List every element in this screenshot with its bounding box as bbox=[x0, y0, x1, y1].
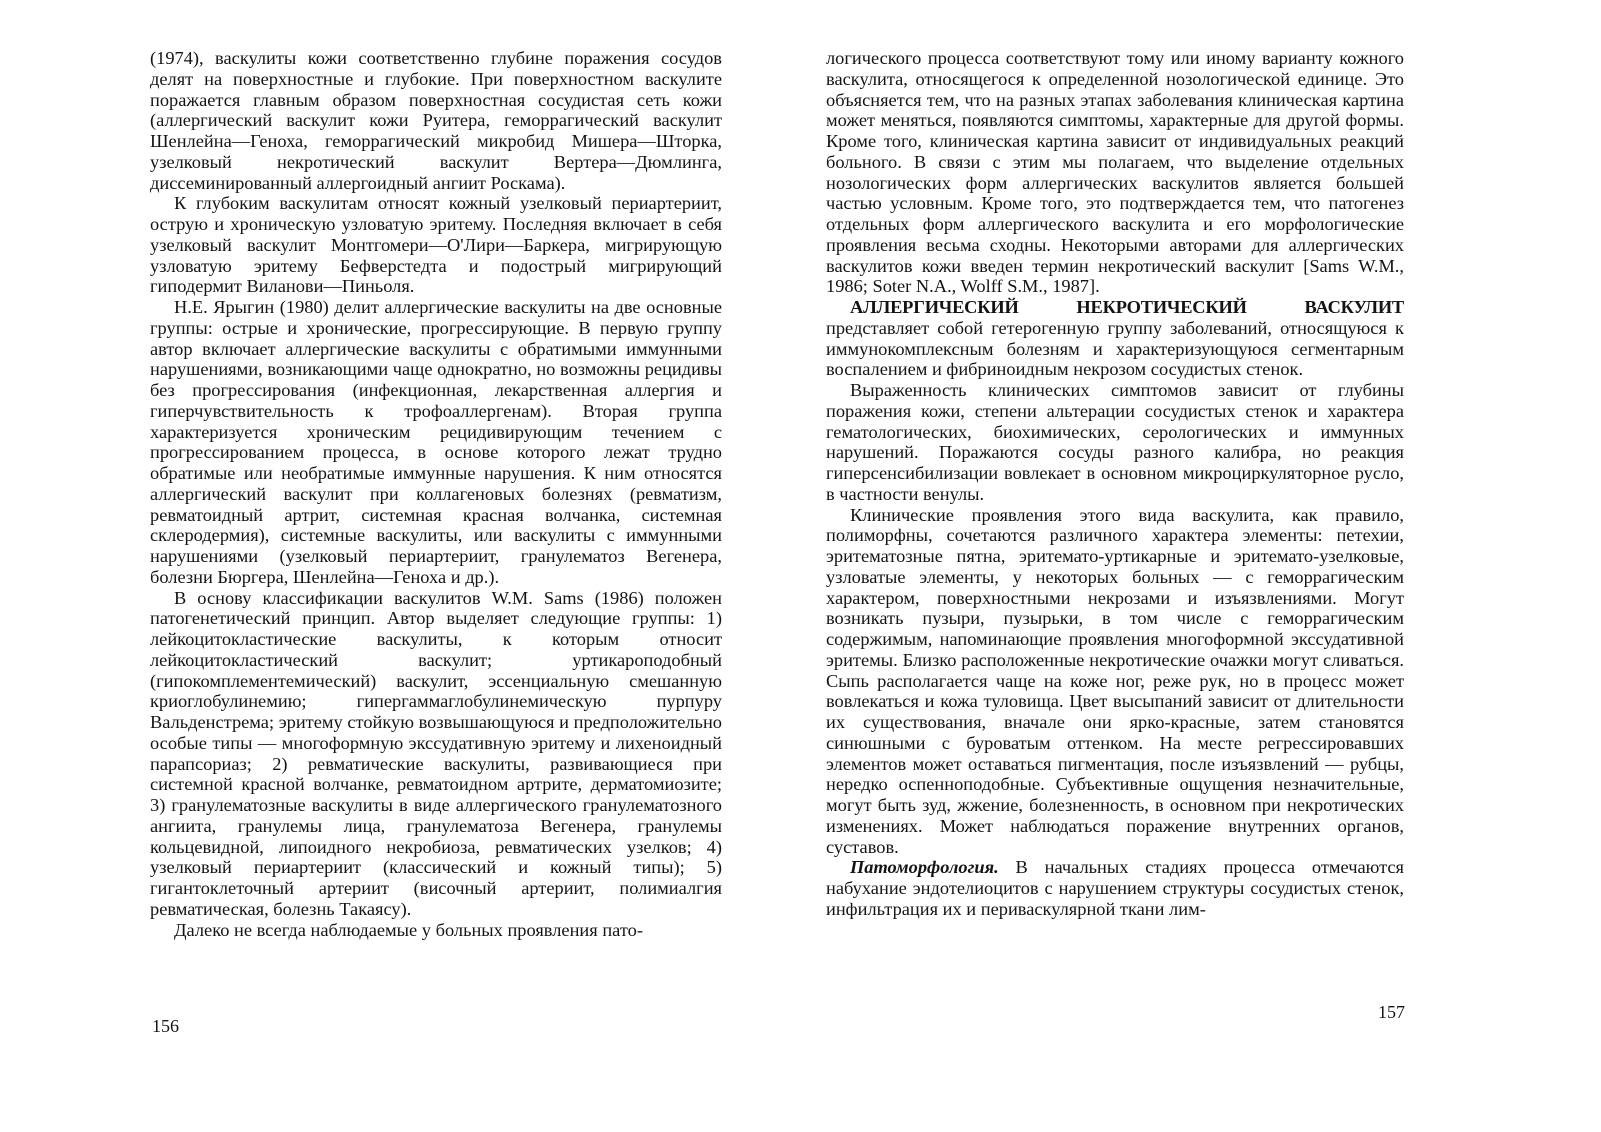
left-paragraph-1: (1974), васкулиты кожи соответственно глубине поражения сосудов делят на поверхностные и глубокие. При поверхностном васкулите поражается главным образом поверхностная сосудистая сеть кожи (аллергический васкулит кожи Руитера, геморрагический васкулит Шенлейна—Геноха, геморрагический микробид Мишера—Шторка, узелковый некротический васкулит Вертера—Дюмлинга, диссеминированный аллергоидный ангиит Роскама). bbox=[150, 48, 722, 193]
right-paragraph-4: Клинические проявления этого вида васкулита, как правило, полиморфны, сочетаются различного характера элементы: петехии, эритематозные пятна, эритемато-уртикарные и эритемато-узелковые, узловатые элементы, у некоторых больных — с геморрагическим характером, поверхностными некрозами и изъязвлениями. Могут возникать пузыри, пузырьки, в том числе с геморрагическим содержимым, напоминающие проявления многоформной экссудативной эритемы. Близко расположенные некротические очажки могут сливаться. Сыпь располагается чаще на коже ног, реже рук, но в процесс может вовлекаться и кожа туловища. Цвет высыпаний зависит от длительности их существования, вначале они ярко-красные, затем становятся синюшными с буроватым оттенком. На месте регрессировавших элементов может оставаться пигментация, после изъязвлений — рубцы, нередко оспенноподобные. Субъективные ощущения незначительные, могут быть зуд, жжение, болезненность, в основном при некротических изменениях. Может наблюдаться поражение внутренних органов, суставов. bbox=[826, 504, 1404, 857]
right-paragraph-1: логического процесса соответствуют тому или иному варианту кожного васкулита, относящегося к определенной нозологической единице. Это объясняется тем, что на разных этапах заболевания клиническая картина может меняться, появляются симптомы, характерные для другой формы. Кроме того, клиническая картина зависит от индивидуальных реакций больного. В связи с этим мы полагаем, что выделение отдельных нозологических форм аллергических васкулитов является большей частью условным. Кроме того, это подтверждается тем, что патогенез отдельных форм аллергического васкулита и его морфологические проявления весьма сходны. Некоторыми авторами для аллергических васкулитов кожи введен термин некротический васкулит [Sams W.M., 1986; Soter N.A., Wolff S.M., 1987]. bbox=[826, 48, 1404, 297]
right-page-number: 157 bbox=[1378, 1002, 1405, 1022]
right-page-text bbox=[826, 48, 1404, 920]
left-paragraph-4: В основу классификации васкулитов W.M. Sams (1986) положен патогенетический принцип. Автор выделяет следующие группы: 1) лейкоцитокластические васкулиты, к которым относит лейкоцитокластический васкулит; уртикароподобный (гипокомплементемический) васкулит, эссенциальную смешанную криоглобулинемию; гипергаммаглобулинемическую пурпуру Вальденстрема; эритему стойкую возвышающуюся и предположительно особые типы — многоформную экссудативную эритему и лихеноидный парапсориаз; 2) ревматические васкулиты, развивающиеся при системной красной волчанке, ревматоидном артрите, дерматомиозите; 3) гранулематозные васкулиты в виде аллергического гранулематозного ангиита, гранулемы лица, гранулематоза Вегенера, гранулемы кольцевидной, липоидного некробиоза, ревматических узелков; 4) узелковый периартериит (классический и кожный типы); 5) гигантоклеточный артериит (височный артериит, полимиалгия ревматическая, болезнь Такаясу). bbox=[150, 587, 722, 919]
right-paragraph-2 bbox=[826, 297, 1404, 380]
pathomorphology-text: В начальных стадиях процесса отмечаются набухание эндотелиоцитов с нарушением структуры сосудистых стенок, инфильтрация их и периваскулярной ткани лим- bbox=[826, 857, 1404, 919]
section-heading: АЛЛЕРГИЧЕСКИЙ НЕКРОТИЧЕСКИЙ ВАСКУЛИТ bbox=[850, 297, 1404, 317]
left-page-text bbox=[150, 48, 722, 940]
left-paragraph-2: К глубоким васкулитам относят кожный узелковый периартериит, острую и хроническую узловатую эритему. Последняя включает в себя узелковый васкулит Монтгомери—О'Лири—Баркера, мигрирующую узловатую эритему Бефверстедта и подострый мигрирующий гиподермит Виланови—Пиньоля. bbox=[150, 193, 722, 297]
section-heading-continuation: представляет собой гетерогенную группу заболеваний, относящуюся к иммунокомплексным болезням и характеризующуюся сегментарным воспалением и фибриноидным некрозом сосудистых стенок. bbox=[826, 317, 1404, 380]
right-paragraph-5 bbox=[826, 857, 1404, 919]
left-paragraph-5: Далеко не всегда наблюдаемые у больных проявления пато- bbox=[174, 919, 643, 940]
left-paragraph-3: Н.Е. Ярыгин (1980) делит аллергические васкулиты на две основные группы: острые и хронические, прогрессирующие. В первую группу автор включает аллергические васкулиты с обратимыми иммунными нарушениями, возникающими чаще однократно, но возможны рецидивы без прогрессирования (инфекционная, лекарственная аллергия и гиперчувствительность к трофоаллергенам). Вторая группа характеризуется хроническим рецидивирующим течением с прогрессированием процесса, в основе которого лежат трудно обратимые или необратимые иммунные нарушения. К ним относятся аллергический васкулит при коллагеновых болезнях (ревматизм, ревматоидный артрит, системная красная волчанка, системная склеродермия), системные васкулиты, или васкулиты с иммунными нарушениями (узелковый периартериит, гранулематоз Вегенера, болезни Бюргера, Шенлейна—Геноха и др.). bbox=[150, 297, 722, 587]
runin-heading-pathomorphology: Патоморфология. bbox=[850, 857, 999, 878]
right-paragraph-3: Выраженность клинических симптомов зависит от глубины поражения кожи, степени альтерации сосудистых стенок и характера гематологических, биохимических, серологических и иммунных нарушений. Поражаются сосуды разного калибра, но реакция гиперсенсибилизации вовлекает в основном микроциркуляторное русло, в частности венулы. bbox=[826, 380, 1404, 504]
left-page-number: 156 bbox=[152, 1016, 179, 1036]
